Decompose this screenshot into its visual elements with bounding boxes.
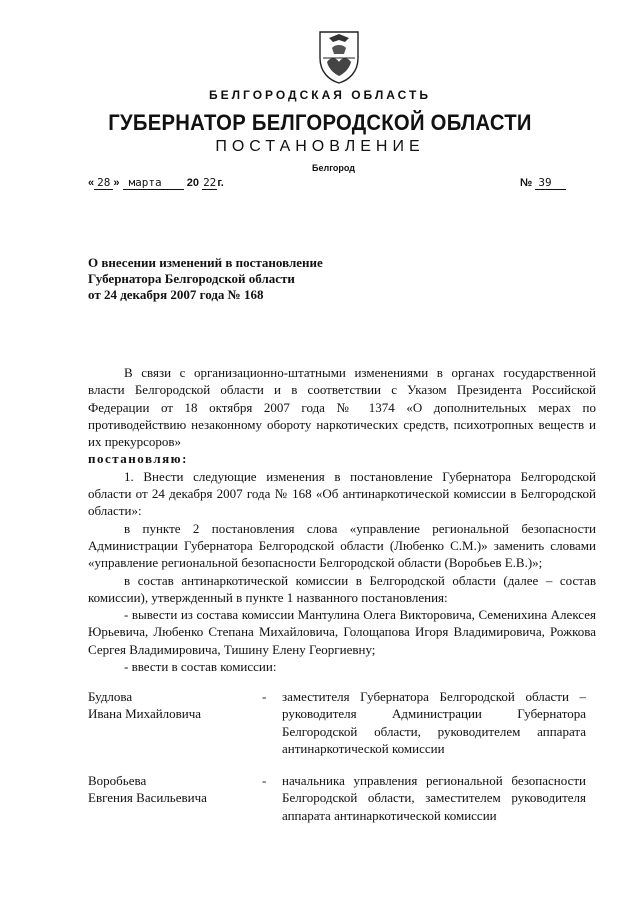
- member-dash: -: [262, 773, 267, 788]
- member-given-name: Евгения Васильевича: [88, 790, 207, 806]
- commission-composition-paragraph: в состав антинаркотической комиссии в Белгородской области (далее – состав комиссии), утвержденный в пункте 1 названного постановления:: [88, 572, 596, 605]
- document-body: [88, 364, 596, 675]
- title-line-3: от 24 декабря 2007 года № 168: [88, 287, 264, 302]
- document-title: [88, 255, 323, 303]
- member-surname: Воробьева: [88, 773, 147, 788]
- date-close-quote: »: [113, 177, 120, 189]
- clause-1-paragraph: 1. Внести следующие изменения в постановление Губернатора Белгородской области от 24 декабря 2007 года № 168 «Об антинаркотической комиссии в Белгородской области»:: [88, 468, 596, 519]
- date-year-prefix: 20: [186, 177, 199, 189]
- date-month: марта: [123, 176, 184, 190]
- region-name: БЕЛГОРОДСКАЯ ОБЛАСТЬ: [209, 88, 431, 102]
- document-type: ПОСТАНОВЛЕНИЕ: [215, 138, 425, 155]
- title-line-2: Губернатора Белгородской области: [88, 271, 295, 286]
- city-label: Белгород: [312, 163, 355, 173]
- date-year-letter: г.: [217, 177, 224, 189]
- coat-of-arms-icon: [315, 28, 363, 84]
- remove-members-paragraph: - вывести из состава комиссии Мантулина Олега Викторовича, Семенихина Алексея Юрьевича, Любенко Степана Михайловича, Голощапова Игоря Владимировича, Рожкова Сергея Владимировича, Тишину Елену Георгиевну;: [88, 607, 596, 657]
- authority-title: ГУБЕРНАТОР БЕЛГОРОДСКОЙ ОБЛАСТИ: [108, 110, 532, 135]
- member-2-role: начальника управления региональной безопасности Белгородской области, заместителем руководителя аппарата антинаркотической комиссии: [282, 773, 586, 823]
- date-line: [88, 176, 224, 189]
- date-day: 28: [94, 176, 113, 190]
- resolve-word: постановляю:: [88, 451, 188, 467]
- title-line-1: О внесении изменений в постановление: [88, 255, 323, 270]
- member-surname: Будлова: [88, 689, 133, 704]
- document-number: [520, 176, 566, 189]
- add-members-paragraph: - ввести в состав комиссии:: [124, 659, 277, 675]
- number-value: 39: [535, 176, 565, 190]
- member-given-name: Ивана Михайловича: [88, 706, 202, 722]
- number-label: №: [520, 177, 533, 189]
- member-1-name: [88, 688, 258, 723]
- member-1-role: заместителя Губернатора Белгородской области – руководителя Администрации Губернатора Белгородской области, руководителем аппарата антинаркотической комиссии: [282, 689, 586, 756]
- clause-point-2-paragraph: в пункте 2 постановления слова «управление региональной безопасности Администрации Губернатора Белгородской области (Любенко С.М.)» заменить словами «управление региональной безопасности Белгородской области (Воробьев Е.В.)»;: [88, 520, 596, 571]
- member-2-name: [88, 772, 258, 807]
- date-year-suffix: 22: [203, 176, 217, 189]
- date-open-quote: «: [88, 177, 95, 189]
- member-dash: -: [262, 689, 267, 704]
- preamble-paragraph: В связи с организационно-штатными изменениями в органах государственной власти Белгородской области и в соответствии с Указом Президента Российской Федерации от 18 октября 2007 года № 1374 «О дополнительных мерах по противодействию незаконному обороту наркотических средств, психотропных веществ и их прекурсоров»: [88, 365, 596, 450]
